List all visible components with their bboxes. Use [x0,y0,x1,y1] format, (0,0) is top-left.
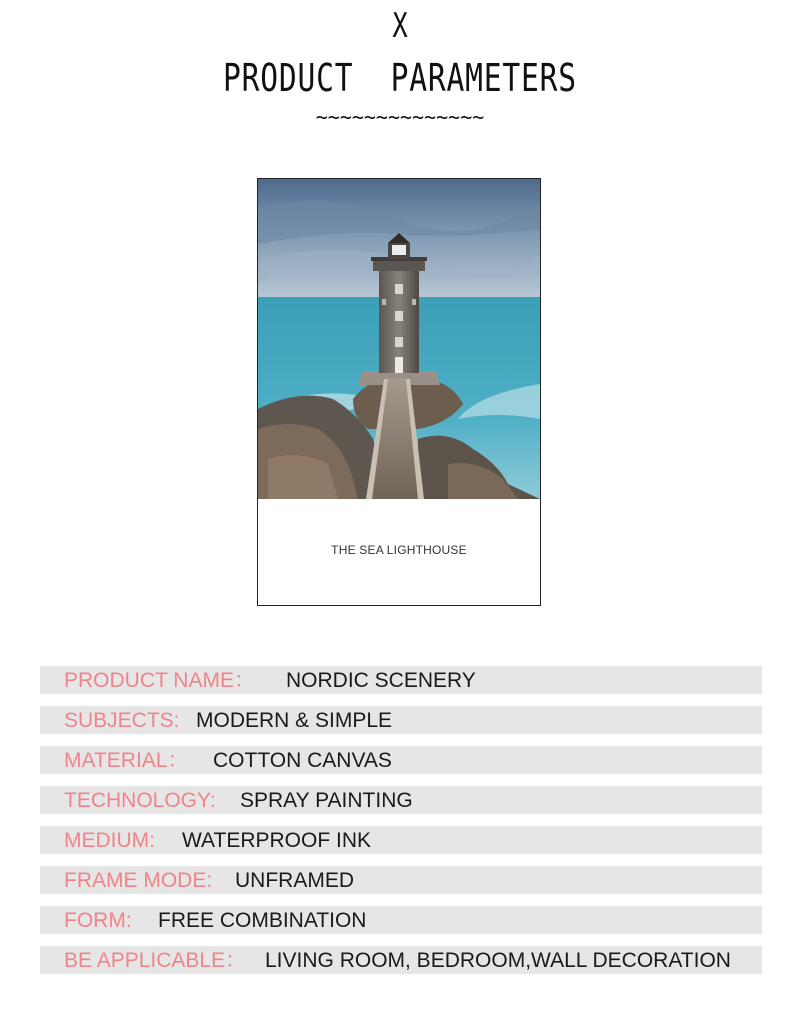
param-value: UNFRAMED [235,869,354,892]
page-title: PRODUCT PARAMETERS [223,56,577,100]
product-parameters-table [40,666,762,986]
param-value: MODERN & SIMPLE [196,709,393,732]
param-row-frame-mode [40,866,762,894]
param-label: TECHNOLOGY: [64,789,216,812]
param-row-material [40,746,762,774]
title-underline: ~~~~~~~~~~~~~~ [315,105,485,129]
param-label: MEDIUM: [64,829,155,852]
param-value: COTTON CANVAS [213,749,392,772]
param-label: PRODUCT NAME： [64,669,255,692]
poster-caption: THE SEA LIGHTHOUSE [331,543,467,557]
header-mark: X [392,6,408,46]
param-row-subjects [40,706,762,734]
param-value: LIVING ROOM, BEDROOM,WALL DECORATION [265,949,731,972]
param-label: BE APPLICABLE： [64,949,247,972]
param-value: FREE COMBINATION [158,909,367,932]
param-label: SUBJECTS: [64,709,180,732]
param-row-medium [40,826,762,854]
param-value: SPRAY PAINTING [240,789,413,812]
param-label: FORM: [64,909,132,932]
lighthouse-image [258,179,540,499]
param-row-form [40,906,762,934]
param-value: NORDIC SCENERY [286,669,476,692]
param-value: WATERPROOF INK [182,829,371,852]
param-row-technology [40,786,762,814]
product-poster [257,178,541,606]
param-label: MATERIAL： [64,749,189,772]
param-row-be-applicable [40,946,762,974]
param-label: FRAME MODE: [64,869,213,892]
param-row-product-name [40,666,762,694]
